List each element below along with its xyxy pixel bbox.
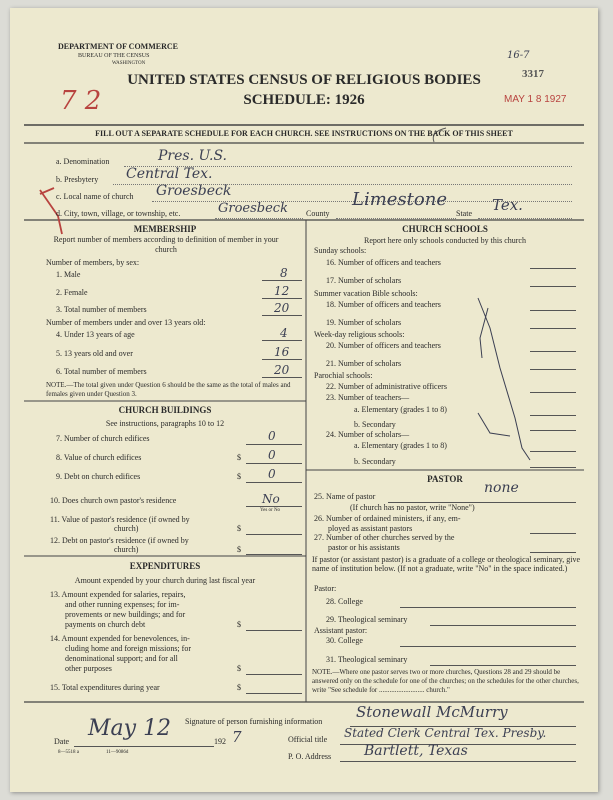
q27-label-1: 27. Number of other churches served by the bbox=[314, 533, 455, 542]
q5-value: 16 bbox=[274, 345, 290, 359]
instruction-line: FILL OUT A SEPARATE SCHEDULE FOR EACH CHURCH. SEE INSTRUCTIONS ON THE BACK OF THIS SHEET bbox=[95, 129, 513, 138]
church-name-label: c. Local name of church bbox=[56, 192, 134, 201]
q7-value: 0 bbox=[268, 429, 276, 443]
q25-note: (If church has no pastor, write "None") bbox=[350, 503, 475, 512]
q3-label: 3. Total number of members bbox=[56, 305, 147, 314]
membership-note: NOTE.—The total given under Question 6 should be the same as the total of males and females given under Question 3. bbox=[46, 381, 291, 398]
q24a-label: a. Elementary (grades 1 to 8) bbox=[354, 441, 447, 450]
q3-value: 20 bbox=[274, 301, 290, 315]
presbytery-label: b. Presbytery bbox=[56, 175, 99, 184]
pastor-note: NOTE.—Where one pastor serves two or more churches, Questions 28 and 29 should be answered only on the schedule for one of the churches; on the schedules for the other churches, write "See schedule for .......................... church." bbox=[312, 668, 579, 694]
census-schedule-sheet: DEPARTMENT OF COMMERCE BUREAU OF THE CENSUS WASHINGTON 16-7 3317 MAY 1 8 1927 7 2 UNITED STATES CENSUS OF RELIGIOUS BODIES SCHEDULE: 1926 FILL OUT A SEPARATE SCHEDULE FOR EACH CHURCH. SEE INSTRUCTIONS ON THE BACK OF THIS SHEET a. Denomination Pres. U.S. b. Presbytery Central Tex. c. Local name of church Groesbeck d. City, town, village, or township, etc. Groesbeck County Limestone State Tex. MEMBERSHIP Report number of members according to definition of member in your church Number of members, by sex: 1. Male 8 2. Female 12 3. Total number of members 20 Number of members under and over 13 years old: 4. Under 13 years of age 4 5. 13 years old and over 16 6. Total number of members 20 NOTE.—The total given under Question 6 should be the same as the total of males and females given under Question 3. CHURCH BUILDINGS See instructions, paragraphs 10 to 12 7. Number of church edifices 0 8. Value of church edifices $ 0 9. Debt on church edifices $ 0 10. Does church own pastor's residence No Yes or No 11. Value of pastor's residence (if owned by church) $ 12. Debt on pastor's residence (if owned by church) $ EXPENDITURES Amount expended by your church during last fiscal year 13. Amount expended for salaries, repairs, and other running expenses; for im- provements or new buildings; and for payments on church debt $ 14. Amount expended for benevolences, in- cluding home and foreign missions; for denominational support; and for all other purposes $ 15. Total expenditures during year $ CHURCH SCHOOLS Report here only schools conducted by this church Sunday schools: 16. Number of officers and teachers 17. Number of scholars Summer vacation Bible schools: 18. Number of officers and teachers 19. Number of scholars Week-day religious schools: 20. Number of officers and teachers 21. Number of scholars Parochial schools: 22. Number of administrative officers 23. Number of teachers— a. Elementary (grades 1 to 8) b. Secondary 24. Number of scholars— a. Elementary (grades 1 to 8) b. Secondary PASTOR 25. Name of pastor none (If church has no pastor, write "None") 26. Number of ordained ministers, if any, em- ployed as assistant pastors 27. Number of other churches served by the pastor or his assistants If pastor (or assistant pastor) is a graduate of a college or theological seminary, give name of institution below. (If not a graduate, write "No" in the space indicated.) Pastor: 28. College 29. Theological seminary Assistant pastor: 30. College 31. Theological seminary NOTE.—Where one pastor serves two or more churches, Questions 28 and 29 should be answered only on the schedule for one of the churches; on the schedules for the other churches, write "See schedule for .......................... church." Signature of person furnishing information Stonewall McMurry Official title Stated Clerk Central Tex. Presby. Date May 12 192 7 P. O. Address Bartlett, Texas 8—5518 a 11—9086d bbox=[10, 8, 598, 792]
denomination-value: Pres. U.S. bbox=[158, 148, 227, 164]
members-by-sex-label: Number of members, by sex: bbox=[46, 258, 140, 267]
q15-label: 15. Total expenditures during year bbox=[50, 683, 160, 692]
q1-label: 1. Male bbox=[56, 270, 81, 279]
q14-label-1: 14. Amount expended for benevolences, in- bbox=[50, 634, 190, 643]
year-value: 7 bbox=[232, 728, 242, 746]
summer-schools-label: Summer vacation Bible schools: bbox=[314, 289, 418, 298]
official-title-label: Official title bbox=[288, 735, 328, 744]
q14-label-4: other purposes bbox=[65, 664, 112, 673]
weekday-schools-label: Week-day religious schools: bbox=[314, 330, 405, 339]
q10-label: 10. Does church own pastor's residence bbox=[50, 496, 177, 505]
q13-label-1: 13. Amount expended for salaries, repairs, bbox=[50, 590, 186, 599]
q6-value: 20 bbox=[274, 363, 290, 377]
q8-value: 0 bbox=[268, 448, 276, 462]
po-address-label: P. O. Address bbox=[288, 752, 332, 761]
q10-value: No bbox=[262, 492, 280, 506]
q4-value: 4 bbox=[280, 326, 288, 340]
signature-value: Stonewall McMurry bbox=[356, 703, 508, 721]
city-value: Groesbeck bbox=[218, 201, 288, 216]
year-prefix: 192 bbox=[214, 737, 226, 746]
q16-label: 16. Number of officers and teachers bbox=[326, 258, 441, 267]
sunday-schools-label: Sunday schools: bbox=[314, 246, 367, 255]
q7-label: 7. Number of church edifices bbox=[56, 434, 150, 443]
received-date-stamp: MAY 1 8 1927 bbox=[504, 94, 567, 105]
q9-label: 9. Debt on church edifices bbox=[56, 472, 141, 481]
form-title: UNITED STATES CENSUS OF RELIGIOUS BODIES bbox=[127, 72, 481, 88]
assistant-pastor-sublabel: Assistant pastor: bbox=[314, 626, 368, 635]
members-by-age-label: Number of members under and over 13 years old: bbox=[46, 318, 206, 327]
presbytery-value: Central Tex. bbox=[126, 166, 213, 182]
form-code-2: 11—9086d bbox=[106, 750, 129, 755]
po-address-value: Bartlett, Texas bbox=[364, 743, 468, 759]
county-label: County bbox=[306, 209, 330, 218]
q13-label-2: and other running expenses; for im- bbox=[65, 600, 180, 609]
expenditures-heading: EXPENDITURES bbox=[129, 561, 201, 571]
q22-label: 22. Number of administrative officers bbox=[326, 382, 447, 391]
state-label: State bbox=[456, 209, 472, 218]
schools-intro: Report here only schools conducted by this church bbox=[364, 236, 526, 245]
q25-label: 25. Name of pastor bbox=[314, 492, 376, 501]
buildings-intro: See instructions, paragraphs 10 to 12 bbox=[105, 419, 225, 428]
date-value: May 12 bbox=[88, 716, 172, 741]
county-value: Limestone bbox=[352, 189, 447, 210]
q4-label: 4. Under 13 years of age bbox=[56, 330, 135, 339]
pastor-heading: PASTOR bbox=[427, 474, 463, 484]
q26-label-1: 26. Number of ordained ministers, if any, em- bbox=[314, 514, 461, 523]
state-value: Tex. bbox=[492, 196, 523, 214]
official-title-value: Stated Clerk Central Tex. Presby. bbox=[344, 726, 547, 740]
q13-label-3: provements or new buildings; and for bbox=[65, 610, 186, 619]
q2-label: 2. Female bbox=[56, 288, 88, 297]
q30-label: 30. College bbox=[326, 636, 363, 645]
q21-label: 21. Number of scholars bbox=[326, 359, 402, 368]
yes-or-no-hint: Yes or No bbox=[260, 508, 281, 513]
buildings-heading: CHURCH BUILDINGS bbox=[118, 405, 212, 415]
q24-label: 24. Number of scholars— bbox=[326, 430, 410, 439]
q14-label-2: cluding home and foreign missions; for bbox=[65, 644, 191, 653]
pastor-sublabel: Pastor: bbox=[314, 584, 337, 593]
q12-label-2: church) bbox=[114, 545, 139, 554]
q23a-label: a. Elementary (grades 1 to 8) bbox=[354, 405, 447, 414]
schools-heading: CHURCH SCHOOLS bbox=[402, 224, 488, 234]
stamp-small-number: 16-7 bbox=[507, 50, 530, 61]
red-ink-mark: 7 2 bbox=[60, 86, 102, 116]
q29-label: 29. Theological seminary bbox=[326, 615, 408, 624]
q26-label-2: ployed as assistant pastors bbox=[328, 524, 413, 533]
q13-label-4: payments on church debt bbox=[65, 620, 146, 629]
q18-label: 18. Number of officers and teachers bbox=[326, 300, 441, 309]
dept-city: WASHINGTON bbox=[112, 61, 146, 66]
q23-label: 23. Number of teachers— bbox=[326, 393, 410, 402]
date-label: Date bbox=[54, 737, 70, 746]
stamp-number: 3317 bbox=[522, 68, 544, 80]
q20-label: 20. Number of officers and teachers bbox=[326, 341, 441, 350]
parochial-schools-label: Parochial schools: bbox=[314, 371, 373, 380]
q19-label: 19. Number of scholars bbox=[326, 318, 402, 327]
form-code-1: 8—5518 a bbox=[58, 750, 79, 755]
dept-name: DEPARTMENT OF COMMERCE bbox=[58, 42, 179, 51]
q27-label-2: pastor or his assistants bbox=[328, 543, 400, 552]
q8-label: 8. Value of church edifices bbox=[56, 453, 142, 462]
q5-label: 5. 13 years old and over bbox=[56, 349, 133, 358]
q1-value: 8 bbox=[280, 266, 288, 280]
bureau-name: BUREAU OF THE CENSUS bbox=[78, 53, 150, 59]
membership-heading: MEMBERSHIP bbox=[133, 224, 197, 234]
expenditures-intro: Amount expended by your church during last fiscal year bbox=[74, 576, 256, 585]
q2-value: 12 bbox=[274, 284, 290, 298]
membership-intro: Report number of members according to definition of member in your church bbox=[53, 235, 279, 254]
q24b-label: b. Secondary bbox=[354, 457, 396, 466]
q6-label: 6. Total number of members bbox=[56, 367, 147, 376]
q17-label: 17. Number of scholars bbox=[326, 276, 402, 285]
q12-label-1: 12. Debt on pastor's residence (if owned by bbox=[50, 536, 189, 545]
q23b-label: b. Secondary bbox=[354, 420, 396, 429]
q31-label: 31. Theological seminary bbox=[326, 655, 408, 664]
q25-value: none bbox=[484, 480, 519, 496]
graduate-instruction: If pastor (or assistant pastor) is a graduate of a college or theological seminary, give name of institution below. (If not a graduate, write "No" in the space indicated.) bbox=[312, 555, 581, 573]
form-subtitle: SCHEDULE: 1926 bbox=[243, 92, 365, 108]
church-name-value: Groesbeck bbox=[156, 183, 232, 199]
city-label: d. City, town, village, or township, etc. bbox=[56, 209, 181, 218]
signature-label: Signature of person furnishing information bbox=[185, 717, 323, 726]
q11-label-2: church) bbox=[114, 524, 139, 533]
q28-label: 28. College bbox=[326, 597, 363, 606]
q11-label-1: 11. Value of pastor's residence (if owned by bbox=[50, 515, 190, 524]
denomination-label: a. Denomination bbox=[56, 157, 110, 166]
q9-value: 0 bbox=[268, 467, 276, 481]
q14-label-3: denominational support; and for all bbox=[65, 654, 178, 663]
